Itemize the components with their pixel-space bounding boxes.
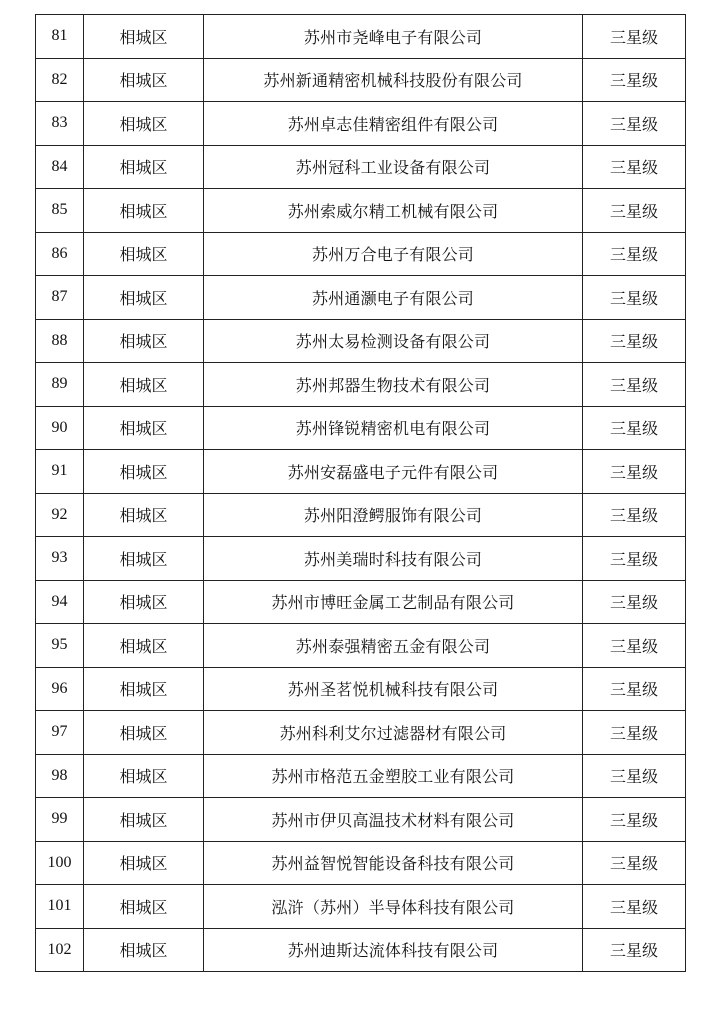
company-name-cell: 苏州新通精密机械科技股份有限公司 [204, 58, 583, 102]
table-row [36, 276, 686, 320]
district-cell: 相城区 [84, 754, 204, 798]
company-name-cell: 苏州卓志佳精密组件有限公司 [204, 102, 583, 146]
row-number: 93 [36, 537, 84, 581]
company-name-cell: 苏州邦器生物技术有限公司 [204, 363, 583, 407]
rating-level-cell: 三星级 [583, 754, 686, 798]
table-row [36, 102, 686, 146]
table-row [36, 711, 686, 755]
district-cell: 相城区 [84, 406, 204, 450]
row-number: 86 [36, 232, 84, 276]
row-number: 98 [36, 754, 84, 798]
table-row [36, 450, 686, 494]
district-cell: 相城区 [84, 841, 204, 885]
row-number: 97 [36, 711, 84, 755]
row-number: 87 [36, 276, 84, 320]
company-name-cell: 苏州迪斯达流体科技有限公司 [204, 928, 583, 972]
rating-level-cell: 三星级 [583, 928, 686, 972]
rating-level-cell: 三星级 [583, 580, 686, 624]
company-name-cell: 苏州科利艾尔过滤器材有限公司 [204, 711, 583, 755]
table-row [36, 406, 686, 450]
table-row [36, 232, 686, 276]
table-row [36, 928, 686, 972]
table-row [36, 667, 686, 711]
rating-level-cell: 三星级 [583, 15, 686, 59]
row-number: 99 [36, 798, 84, 842]
row-number: 84 [36, 145, 84, 189]
table-row [36, 145, 686, 189]
row-number: 100 [36, 841, 84, 885]
company-name-cell: 泓浒（苏州）半导体科技有限公司 [204, 885, 583, 929]
row-number: 96 [36, 667, 84, 711]
district-cell: 相城区 [84, 15, 204, 59]
rating-level-cell: 三星级 [583, 232, 686, 276]
rating-level-cell: 三星级 [583, 276, 686, 320]
rating-level-cell: 三星级 [583, 58, 686, 102]
table-row [36, 754, 686, 798]
rating-level-cell: 三星级 [583, 406, 686, 450]
company-name-cell: 苏州圣茗悦机械科技有限公司 [204, 667, 583, 711]
row-number: 102 [36, 928, 84, 972]
rating-level-cell: 三星级 [583, 667, 686, 711]
rating-level-cell: 三星级 [583, 363, 686, 407]
row-number: 91 [36, 450, 84, 494]
company-name-cell: 苏州市尧峰电子有限公司 [204, 15, 583, 59]
company-name-cell: 苏州泰强精密五金有限公司 [204, 624, 583, 668]
district-cell: 相城区 [84, 928, 204, 972]
company-name-cell: 苏州市博旺金属工艺制品有限公司 [204, 580, 583, 624]
district-cell: 相城区 [84, 624, 204, 668]
rating-level-cell: 三星级 [583, 537, 686, 581]
district-cell: 相城区 [84, 711, 204, 755]
rating-level-cell: 三星级 [583, 189, 686, 233]
company-name-cell: 苏州市格范五金塑胶工业有限公司 [204, 754, 583, 798]
district-cell: 相城区 [84, 493, 204, 537]
table-row [36, 319, 686, 363]
table-row [36, 885, 686, 929]
rating-level-cell: 三星级 [583, 624, 686, 668]
row-number: 88 [36, 319, 84, 363]
district-cell: 相城区 [84, 319, 204, 363]
table-row [36, 798, 686, 842]
row-number: 92 [36, 493, 84, 537]
row-number: 82 [36, 58, 84, 102]
row-number: 89 [36, 363, 84, 407]
company-name-cell: 苏州索威尔精工机械有限公司 [204, 189, 583, 233]
row-number: 90 [36, 406, 84, 450]
row-number: 81 [36, 15, 84, 59]
company-name-cell: 苏州安磊盛电子元件有限公司 [204, 450, 583, 494]
rating-level-cell: 三星级 [583, 319, 686, 363]
district-cell: 相城区 [84, 189, 204, 233]
company-name-cell: 苏州益智悦智能设备科技有限公司 [204, 841, 583, 885]
rating-level-cell: 三星级 [583, 450, 686, 494]
rating-level-cell: 三星级 [583, 145, 686, 189]
row-number: 94 [36, 580, 84, 624]
table-body [36, 15, 686, 972]
district-cell: 相城区 [84, 798, 204, 842]
district-cell: 相城区 [84, 145, 204, 189]
table-row [36, 189, 686, 233]
table-row [36, 537, 686, 581]
row-number: 85 [36, 189, 84, 233]
district-cell: 相城区 [84, 102, 204, 146]
company-name-cell: 苏州太易检测设备有限公司 [204, 319, 583, 363]
district-cell: 相城区 [84, 363, 204, 407]
row-number: 101 [36, 885, 84, 929]
rating-level-cell: 三星级 [583, 798, 686, 842]
company-name-cell: 苏州阳澄鳄服饰有限公司 [204, 493, 583, 537]
table-row [36, 363, 686, 407]
district-cell: 相城区 [84, 885, 204, 929]
table-row [36, 841, 686, 885]
district-cell: 相城区 [84, 667, 204, 711]
company-rating-table [35, 14, 686, 972]
company-name-cell: 苏州美瑞时科技有限公司 [204, 537, 583, 581]
district-cell: 相城区 [84, 580, 204, 624]
rating-level-cell: 三星级 [583, 885, 686, 929]
rating-level-cell: 三星级 [583, 102, 686, 146]
row-number: 95 [36, 624, 84, 668]
company-name-cell: 苏州通灏电子有限公司 [204, 276, 583, 320]
rating-level-cell: 三星级 [583, 711, 686, 755]
district-cell: 相城区 [84, 537, 204, 581]
district-cell: 相城区 [84, 232, 204, 276]
row-number: 83 [36, 102, 84, 146]
rating-level-cell: 三星级 [583, 493, 686, 537]
table-row [36, 580, 686, 624]
company-name-cell: 苏州万合电子有限公司 [204, 232, 583, 276]
table-row [36, 624, 686, 668]
rating-level-cell: 三星级 [583, 841, 686, 885]
table-row [36, 493, 686, 537]
company-name-cell: 苏州锋锐精密机电有限公司 [204, 406, 583, 450]
district-cell: 相城区 [84, 276, 204, 320]
district-cell: 相城区 [84, 450, 204, 494]
company-name-cell: 苏州冠科工业设备有限公司 [204, 145, 583, 189]
table-row [36, 58, 686, 102]
table-row [36, 15, 686, 59]
district-cell: 相城区 [84, 58, 204, 102]
company-name-cell: 苏州市伊贝高温技术材料有限公司 [204, 798, 583, 842]
